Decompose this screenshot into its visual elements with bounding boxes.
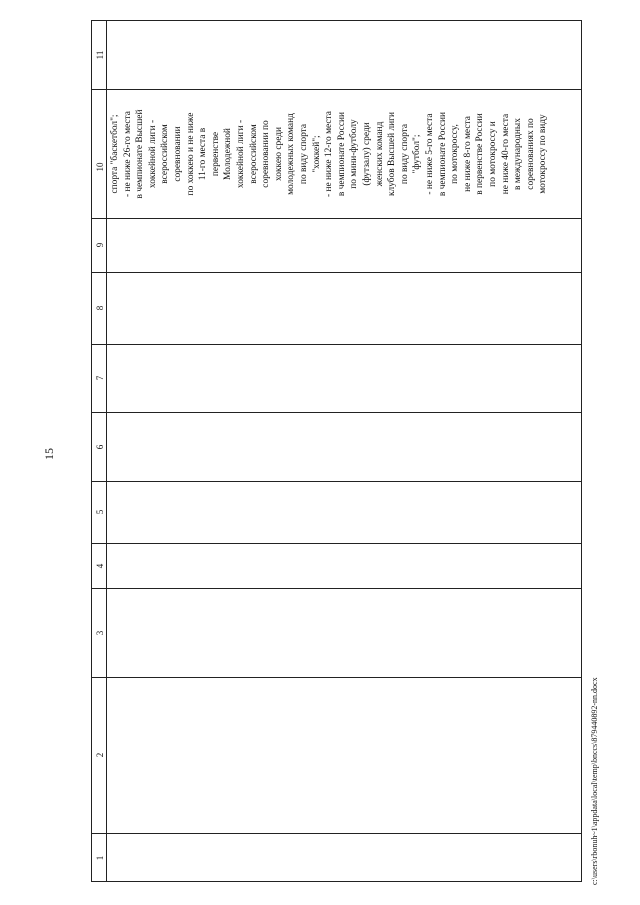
- column-10-line: соревнованиях по: [525, 118, 536, 190]
- column-10-line: 11-го места в: [198, 127, 209, 181]
- column-10-line: по мотокроссу,: [450, 124, 461, 184]
- column-number-6: 6: [95, 444, 105, 450]
- column-number-3: 3: [95, 630, 105, 636]
- column-10-line: по виду спорта: [399, 123, 410, 185]
- page-number: 15: [42, 448, 56, 460]
- column-10-line: не ниже 8-го места: [462, 116, 473, 192]
- column-10-line: клубов Высшей лиги: [387, 111, 398, 197]
- column-number-4: 4: [95, 563, 105, 569]
- column-10-line: "футбол";: [412, 134, 423, 174]
- column-10-line: (футзалу) среди: [362, 122, 372, 186]
- column-divider: [92, 272, 581, 273]
- column-10-line: хоккейной лиги -: [236, 119, 246, 189]
- file-path: c:\users\rbonuh~1\appdata\local\temp\bnccs\879440892-nn.docx: [590, 677, 599, 885]
- column-number-5: 5: [95, 509, 105, 515]
- column-10-line: всероссийском: [248, 124, 259, 184]
- column-10-line: молодежных команд: [286, 113, 297, 195]
- column-10-line: "хоккей";: [311, 135, 322, 173]
- column-10-line: женских команд: [374, 121, 385, 187]
- column-number-9: 9: [95, 242, 105, 248]
- column-10-line: всероссийском: [160, 124, 171, 184]
- column-number-8: 8: [95, 305, 105, 311]
- column-10-line: в международных: [513, 118, 524, 190]
- column-divider: [92, 677, 581, 678]
- column-number-2: 2: [95, 752, 105, 758]
- column-divider: [92, 481, 581, 482]
- column-number-7: 7: [95, 375, 105, 381]
- column-10-line: не ниже 40-го места: [500, 113, 511, 195]
- column-number-1: 1: [95, 855, 105, 861]
- column-number-11: 11: [95, 50, 105, 60]
- column-divider: [92, 543, 581, 544]
- column-10-line: в чемпионате России: [336, 111, 347, 197]
- column-divider: [92, 89, 581, 90]
- column-10-line: по мотокроссу и: [488, 121, 498, 187]
- column-10-line: - не ниже 12-го места: [324, 111, 335, 197]
- column-divider: [92, 588, 581, 589]
- column-divider: [92, 344, 581, 345]
- column-10-line: соревновании: [173, 126, 183, 182]
- column-10-line: - не ниже 26-го места: [122, 111, 133, 197]
- column-10-line: первенстве: [210, 131, 221, 177]
- column-10-line: Молодежной: [223, 128, 234, 180]
- column-divider: [92, 218, 581, 219]
- column-10-line: в чемпионате России: [437, 111, 448, 197]
- column-10-line: спорта "баскетбол";: [110, 114, 120, 194]
- column-number-10: 10: [95, 162, 105, 172]
- column-10-line: хоккейной лиги -: [147, 119, 158, 189]
- column-10-line: по виду спорта: [299, 123, 309, 185]
- column-10-line: в чемпионате Высшей: [135, 109, 146, 199]
- column-10-line: по хоккею и не ниже: [185, 112, 196, 196]
- column-10-line: мотокроссу по виду: [538, 114, 549, 194]
- column-10-line: соревновании по: [261, 120, 272, 188]
- column-divider: [92, 412, 581, 413]
- column-10-line: - не ниже 5-го места: [425, 113, 435, 195]
- column-10-line: по мини-футболу: [349, 119, 360, 189]
- column-divider: [92, 833, 581, 834]
- column-10-line: в первенстве России: [475, 113, 486, 195]
- column-10-line: хоккею среди: [273, 126, 284, 182]
